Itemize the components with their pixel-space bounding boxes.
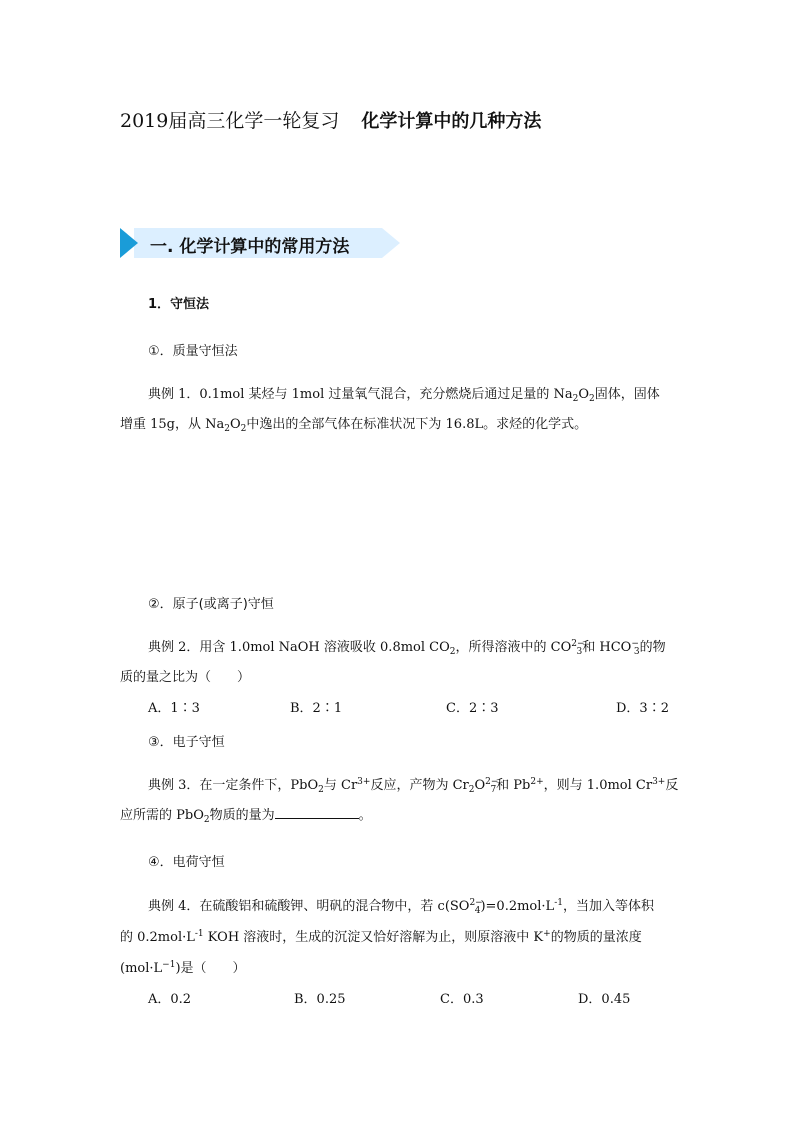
banner-label: 一. 化学计算中的常用方法: [150, 237, 350, 257]
example2-line2: 质的量之比为（ ）: [120, 670, 251, 685]
page-title: [120, 106, 541, 133]
example4-option-c: C．0.3: [440, 992, 484, 1007]
example3-line2: 应所需的 PbO$_2$物质的量为 。: [120, 808, 372, 825]
subheading-mass-conservation: ①．质量守恒法: [148, 344, 238, 359]
answer-blank[interactable]: [275, 806, 359, 819]
section-banner: [120, 226, 402, 260]
example4-line1: 典例 4．在硫酸铝和硫酸钾、明矾的混合物中，若 $c(SO^{2-}_4)=0.2mol\cdot L^{-1}$，当加入等体积: [148, 898, 654, 916]
subheading-atom-conservation: ②．原子(或离子)守恒: [148, 597, 274, 612]
example2-option-a: A．1∶3: [148, 701, 200, 716]
example4-option-a: A．0.2: [148, 992, 192, 1007]
example1-line2: 增重 15g，从 $Na_2O_2$中逸出的全部气体在标准状况下为 16.8L。求烃的化学式。: [120, 417, 588, 434]
example1-line1: 典例 1．0.1mol 某烃与 1mol 过量氧气混合，充分燃烧后通过足量的 $Na_2O_2$固体，固体: [148, 387, 660, 404]
example4-line2: 的 $0.2mol\cdot L^{-1}$ KOH 溶液时，生成的沉淀又恰好溶解为止，则原溶液中 K+的物质的量浓度: [120, 929, 642, 945]
example3-line1: 典例 3．在一定条件下，PbO$_2$与 $Cr^{3+}$反应，产物为 $Cr_2O^{2-}_7$和 $Pb^{2+}$，则与 1.0mol $Cr^{3+}$反: [148, 777, 679, 795]
section-heading-conservation: 1．守恒法: [148, 297, 210, 312]
example4-option-d: D．0.45: [578, 992, 631, 1007]
title-part1: 2019届高三化学一轮复习: [120, 110, 340, 132]
title-part2: 化学计算中的几种方法: [361, 111, 542, 132]
subheading-electron-conservation: ③．电子守恒: [148, 735, 225, 750]
example2-option-d: D．3∶2: [616, 701, 669, 716]
subheading-charge-conservation: ④．电荷守恒: [148, 855, 225, 870]
example4-line3: $(mol\cdot L^{-1})$是（ ）: [120, 960, 246, 976]
example2-option-c: C．2∶3: [446, 701, 499, 716]
example4-option-b: B．0.25: [294, 992, 346, 1007]
example2-line1: 典例 2．用含 1.0mol NaOH 溶液吸收 0.8mol $CO_2$，所得溶液中的 $CO^{2-}_3$和 $HCO^-_3$的物: [148, 639, 666, 657]
example2-option-b: B．2∶1: [290, 701, 343, 716]
